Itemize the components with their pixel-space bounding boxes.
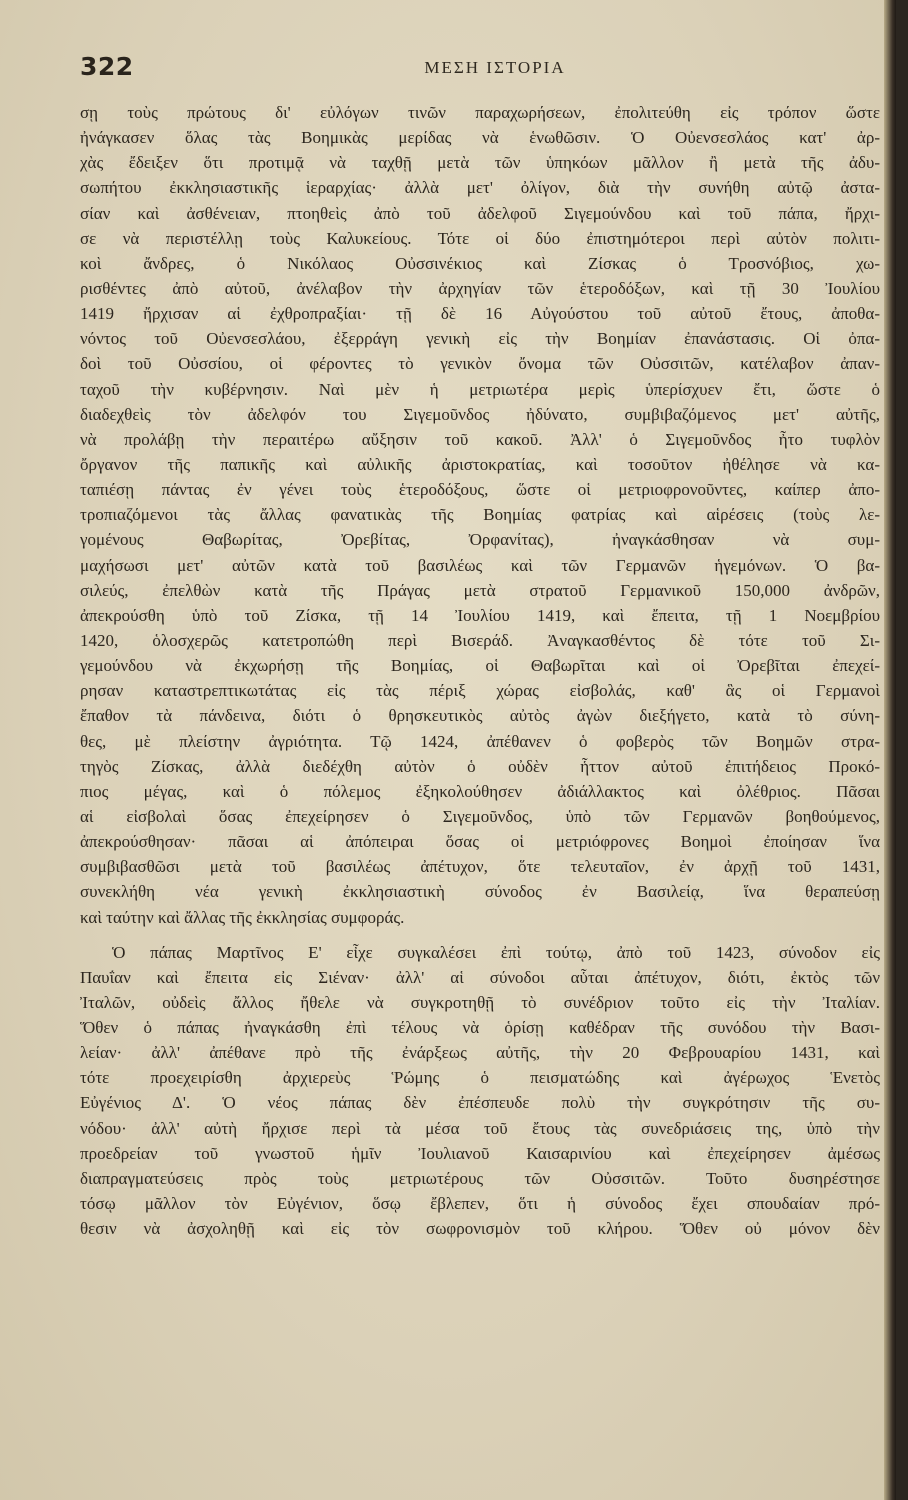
text-line: μαχήσωσι μετ' αὐτῶν κατὰ τοῦ βασιλέως καὶ τῶν Γερμανῶν ἡγεμόνων. Ὁ βα- bbox=[80, 555, 880, 575]
text-line: καὶ ταύτην καὶ ἄλλας τῆς ἐκκλησίας συμφοράς. bbox=[80, 907, 405, 927]
text-line: ταχοῦ τὴν κυβέρνησιν. Ναὶ μὲν ἡ μετριωτέρα μερὶς ὑπερίσχυεν ἔτι, ὥστε ὁ bbox=[80, 379, 880, 399]
text-line: ταπιέσῃ πάντας ἐν γένει τοὺς ἑτεροδόξους, ὥστε οἱ μετριοφρονοῦντες, καίπερ ἀπο- bbox=[80, 480, 880, 500]
running-title: ΜΕΣΗ ΙΣΤΟΡΙΑ bbox=[424, 58, 566, 77]
text-line: σῃ τοὺς πρώτους δι' εὐλόγων τινῶν παραχωρήσεων, ἐπολιτεύθη εἰς τρόπον ὥστε bbox=[80, 103, 880, 122]
text-line: κοὶ ἄνδρες, ὁ Νικόλαος Οὐσσινέκιος καὶ Ζίσκας ὁ Τροσνόβιος, χω- bbox=[80, 253, 880, 273]
text-line: δοὶ τοῦ Οὐσσίου, οἱ φέροντες τὸ γενικὸν ὄνομα τῶν Οὐσσιτῶν, κατέλαβον ἀπαν- bbox=[80, 354, 880, 374]
text-line: Ὁ πάπας Μαρτῖνος Ε' εἶχε συγκαλέσει ἐπὶ τούτῳ, ἀπὸ τοῦ 1423, σύνοδον εἰς bbox=[112, 942, 880, 962]
text-line: γομένους Θαβωρίτας, Ὀρεβίτας, Ὀρφανίτας), ἠναγκάσθησαν νὰ συμ- bbox=[80, 530, 880, 550]
text-line: ἀπεκρούσθησαν· πᾶσαι αἱ ἀπόπειραι ὅσας οἱ μετριόφρονες Βοημοὶ ἐποίησαν ἵνα bbox=[80, 832, 880, 852]
text-line: συμβιβασθῶσι μετὰ τοῦ βασιλέως ἀπέτυχον, ὅτε τελευταῖον, ἐν ἀρχῇ τοῦ 1431, bbox=[80, 857, 880, 877]
text-line: 1420, ὁλοσχερῶς κατετροπώθη περὶ Βισεράδ. Ἀναγκασθέντος δὲ τότε τοῦ Σι- bbox=[80, 630, 880, 650]
text-line: 1419 ἤρχισαν αἱ ἐχθροπραξίαι· τῇ δὲ 16 Αὐγούστου τοῦ αὐτοῦ ἔτους, ἀποθα- bbox=[80, 304, 880, 324]
text-line: τηγὸς Ζίσκας, ἀλλὰ διεδέχθη αὐτὸν ὁ οὐδὲν ἧττον αὐτοῦ ἐπιτήδειος Προκό- bbox=[80, 756, 880, 776]
text-line: ἠνάγκασεν ὅλας τὰς Βοημικὰς μερίδας νὰ ἑνωθῶσιν. Ὁ Οὐενσεσλάος κατ' ἀρ- bbox=[80, 128, 880, 148]
text-line: θεσιν νὰ ἀσχοληθῇ καὶ εἰς τὸν σωφρονισμὸν τοῦ κλήρου. Ὅθεν οὐ μόνον δὲν bbox=[80, 1219, 880, 1239]
text-line: σίαν καὶ ἀσθένειαν, πτοηθεὶς ἀπὸ τοῦ ἀδελφοῦ Σιγεμούνδου καὶ τοῦ πάπα, ἤρχι- bbox=[80, 203, 880, 223]
paragraph bbox=[80, 940, 880, 1242]
text-line: πιος μέγας, καὶ ὁ πόλεμος ἐξηκολούθησεν ἀδιάλλακτος καὶ ὀλέθριος. Πᾶσαι bbox=[80, 781, 880, 801]
text-line: σωπήτου ἐκκλησιαστικῆς ἱεραρχίας· ἀλλὰ μετ' ὀλίγον, διὰ τὴν συνήθη αὐτῷ ἀστα- bbox=[80, 178, 880, 198]
text-line: Ὅθεν ὁ πάπας ἠναγκάσθη ἐπὶ τέλους νὰ ὁρίσῃ καθέδραν τῆς συνόδου τὴν Βασι- bbox=[80, 1018, 880, 1038]
text-line: τροπιαζόμενοι τὰς ἄλλας φανατικὰς τῆς Βοημίας φατρίας καὶ αἱρέσεις (τοὺς λε- bbox=[80, 505, 880, 525]
text-line: διαπραγματεύσεις πρὸς τοὺς μετριωτέρους τῶν Οὐσσιτῶν. Τοῦτο δυσηρέστησε bbox=[80, 1168, 880, 1188]
text-line: θες, μὲ πλείστην ἀγριότητα. Τῷ 1424, ἀπέθανεν ὁ φοβερὸς τῶν Βοημῶν στρα- bbox=[80, 731, 880, 751]
text-line: Εὐγένιος Δ'. Ὁ νέος πάπας δὲν ἐπέσπευδε πολὺ τὴν συγκρότησιν τῆς συ- bbox=[80, 1093, 880, 1113]
text-line: νόδου· ἀλλ' αὐτὴ ἤρχισε περὶ τὰ μέσα τοῦ ἔτους τὰς συνεδριάσεις της, ὑπὸ τὴν bbox=[80, 1118, 880, 1138]
text-line: Ἰταλῶν, οὐδεὶς ἄλλος ἤθελε νὰ συγκροτηθῇ τὸ συνέδριον τοῦτο εἰς τὴν Ἰταλίαν. bbox=[80, 992, 880, 1012]
text-line: νὰ προλάβῃ τὴν περαιτέρω αὔξησιν τοῦ κακοῦ. Ἀλλ' ὁ Σιγεμοῦνδος ἦτο τυφλὸν bbox=[80, 429, 880, 449]
paragraph bbox=[80, 100, 880, 930]
text-line: σε νὰ περιστέλλῃ τοὺς Καλυκείους. Τότε οἱ δύο ἐπιστημότεροι περὶ αὐτὸν πολιτι- bbox=[80, 228, 880, 248]
page-number: 322 bbox=[80, 52, 134, 81]
text-line: προεδρείαν τοῦ γνωστοῦ ἡμῖν Ἰουλιανοῦ Καισαρινίου καὶ ἐπεχείρησεν ἀμέσως bbox=[80, 1143, 880, 1163]
text-line: Παυΐαν καὶ ἔπειτα εἰς Σιέναν· ἀλλ' αἱ σύνοδοι αὗται ἀπέτυχον, διότι, ἐκτὸς τῶν bbox=[80, 967, 880, 987]
paragraph-gap bbox=[80, 930, 880, 940]
text-line: αἱ εἰσβολαὶ ὅσας ἐπεχείρησεν ὁ Σιγεμοῦνδος, ὑπὸ τῶν Γερμανῶν βοηθούμενος, bbox=[80, 806, 880, 826]
text-line: λείαν· ἀλλ' ἀπέθανε πρὸ τῆς ἐνάρξεως αὐτῆς, τὴν 20 Φεβρουαρίου 1431, καὶ bbox=[80, 1043, 880, 1063]
text-line: ἀπεκρούσθη ὑπὸ τοῦ Ζίσκα, τῇ 14 Ἰουλίου 1419, καὶ ἔπειτα, τῇ 1 Νοεμβρίου bbox=[80, 605, 880, 625]
text-line: τότε προεχειρίσθη ἀρχιερεὺς Ῥώμης ὁ πεισματώδης καὶ ἀγέρωχος Ἑνετὸς bbox=[80, 1068, 880, 1088]
text-line: γεμούνδου νὰ ἐκχωρήσῃ τῆς Βοημίας, οἱ Θαβωρῖται καὶ οἱ Ὀρεβῖται ἐπεχεί- bbox=[80, 656, 880, 676]
text-line: ὄργανον τῆς παπικῆς καὶ αὐλικῆς ἀριστοκρατίας, καὶ τοσοῦτον ἠθέλησε νὰ κα- bbox=[80, 454, 880, 474]
page-body bbox=[80, 100, 880, 1241]
text-line: ἔπαθον τὰ πάνδεινα, διότι ὁ θρησκευτικὸς αὐτὸς ἀγὼν διεξήγετο, κατὰ τὸ σύνη- bbox=[80, 706, 880, 726]
text-line: διαδεχθεὶς τὸν ἀδελφόν του Σιγεμοῦνδος ἠδύνατο, συμβιβαζόμενος μετ' αὐτῆς, bbox=[80, 404, 880, 424]
text-line: ρησαν καταστρεπτικωτάτας εἰς τὰς πέριξ χώρας εἰσβολάς, καθ' ἃς οἱ Γερμανοὶ bbox=[80, 681, 880, 701]
text-line: χὰς ἔδειξεν ὅτι προτιμᾷ νὰ ταχθῇ μετὰ τῶν ὑπηκόων μᾶλλον ἢ μετὰ τῆς ἀδυ- bbox=[80, 153, 880, 173]
page-header bbox=[80, 52, 880, 92]
page-edge-shadow bbox=[884, 0, 896, 1500]
text-line: τόσῳ μᾶλλον τὸν Εὐγένιον, ὅσῳ ἔβλεπεν, ὅτι ἡ σύνοδος ἔχει σπουδαίαν πρό- bbox=[80, 1194, 880, 1214]
text-line: συνεκλήθη νέα γενικὴ ἐκκλησιαστικὴ σύνοδος ἐν Βασιλείᾳ, ἵνα θεραπεύσῃ bbox=[80, 882, 880, 902]
text-line: ρισθέντες ἀπὸ αὐτοῦ, ἀνέλαβον τὴν ἀρχηγίαν τῶν ἑτεροδόξων, καὶ τῇ 30 Ἰουλίου bbox=[80, 278, 880, 298]
text-line: σιλεύς, ἐπελθὼν κατὰ τῆς Πράγας μετὰ στρατοῦ Γερμανικοῦ 150,000 ἀνδρῶν, bbox=[80, 580, 880, 600]
text-line: νόντος τοῦ Οὐενσεσλάου, ἐξερράγη γενικὴ εἰς τὴν Βοημίαν ἐπανάστασις. Οἱ ὀπα- bbox=[80, 329, 880, 349]
